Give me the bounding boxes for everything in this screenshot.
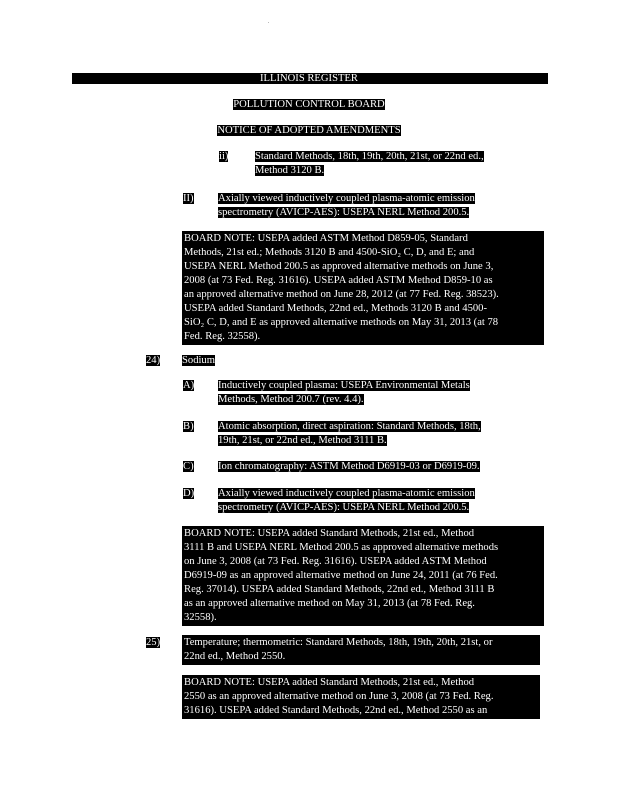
item-25-mark: 25) xyxy=(146,637,161,648)
item-24A-mark: A) xyxy=(183,380,195,391)
item-24B-text: Atomic absorption, direct aspiration: Standard Methods, 18th, 19th, 21st, or 22nd ed., Method 3111 B. xyxy=(218,421,481,446)
notice-title: NOTICE OF ADOPTED AMENDMENTS xyxy=(217,125,401,136)
item-II-text: Axially viewed inductively coupled plasma-atomic emission spectrometry (AVICP-AES): USEPA NERL Method 200.5. xyxy=(218,193,475,218)
scan-speck xyxy=(268,22,269,23)
item-25-text: Temperature; thermometric: Standard Methods, 18th, 19th, 20th, 21st, or 22nd ed., Method 2550. xyxy=(182,635,540,665)
item-24D-text: Axially viewed inductively coupled plasma-atomic emission spectrometry (AVICP-AES): USEPA NERL Method 200.5. xyxy=(218,488,475,513)
item-ii-mark: ii) xyxy=(219,151,229,162)
item-ii-text: Standard Methods, 18th, 19th, 20th, 21st, or 22nd ed., Method 3120 B. xyxy=(255,151,484,176)
item-II-mark: II) xyxy=(183,193,194,204)
item-24C-mark: C) xyxy=(183,461,194,472)
board-note-3: BOARD NOTE: USEPA added Standard Methods, 21st ed., Method 2550 as an approved alternative method on June 3, 2008 (at 73 Fed. Reg. 31616). USEPA added Standard Methods, 22nd ed., Method 2550 as an xyxy=(182,675,540,719)
board-note-1: BOARD NOTE: USEPA added ASTM Method D859-05, Standard Methods, 21st ed.; Methods 3120 B and 4500-SiO₂ C, D, and E; and USEPA NERL Method 200.5 as approved alternative methods on June 3, 2008 (at 73 Fed. Reg. 31616). USEPA added ASTM Method D859-10 as an approved alternative method on June 28, 2012 (at 77 Fed. Reg. 38523). USEPA added Standard Methods, 22nd ed., Methods 3120 B and 4500- SiO₂ C, D, and E as approved alternative methods on May 31, 2013 (at 78 Fed. Reg. 32558). xyxy=(182,231,544,345)
register-title: ILLINOIS REGISTER xyxy=(260,73,358,84)
item-24D-mark: D) xyxy=(183,488,195,499)
item-24-mark: 24) xyxy=(146,355,161,366)
board-note-2: BOARD NOTE: USEPA added Standard Methods, 21st ed., Method 3111 B and USEPA NERL Method 200.5 as approved alternative methods on June 3, 2008 (at 73 Fed. Reg. 31616). USEPA added ASTM Method D6919-09 as an approved alternative method on June 24, 2011 (at 76 Fed. Reg. 37014). USEPA added Standard Methods, 22nd ed., Method 3111 B as an approved alternative method on May 31, 2013 (at 78 Fed. Reg. 32558). xyxy=(182,526,544,626)
board-title: POLLUTION CONTROL BOARD xyxy=(233,99,385,110)
item-24-label: Sodium xyxy=(182,355,215,366)
item-24A-text: Inductively coupled plasma: USEPA Environmental Metals Methods, Method 200.7 (rev. 4.4). xyxy=(218,380,470,405)
item-24C-text: Ion chromatography: ASTM Method D6919-03 or D6919-09. xyxy=(218,461,480,472)
item-24B-mark: B) xyxy=(183,421,194,432)
